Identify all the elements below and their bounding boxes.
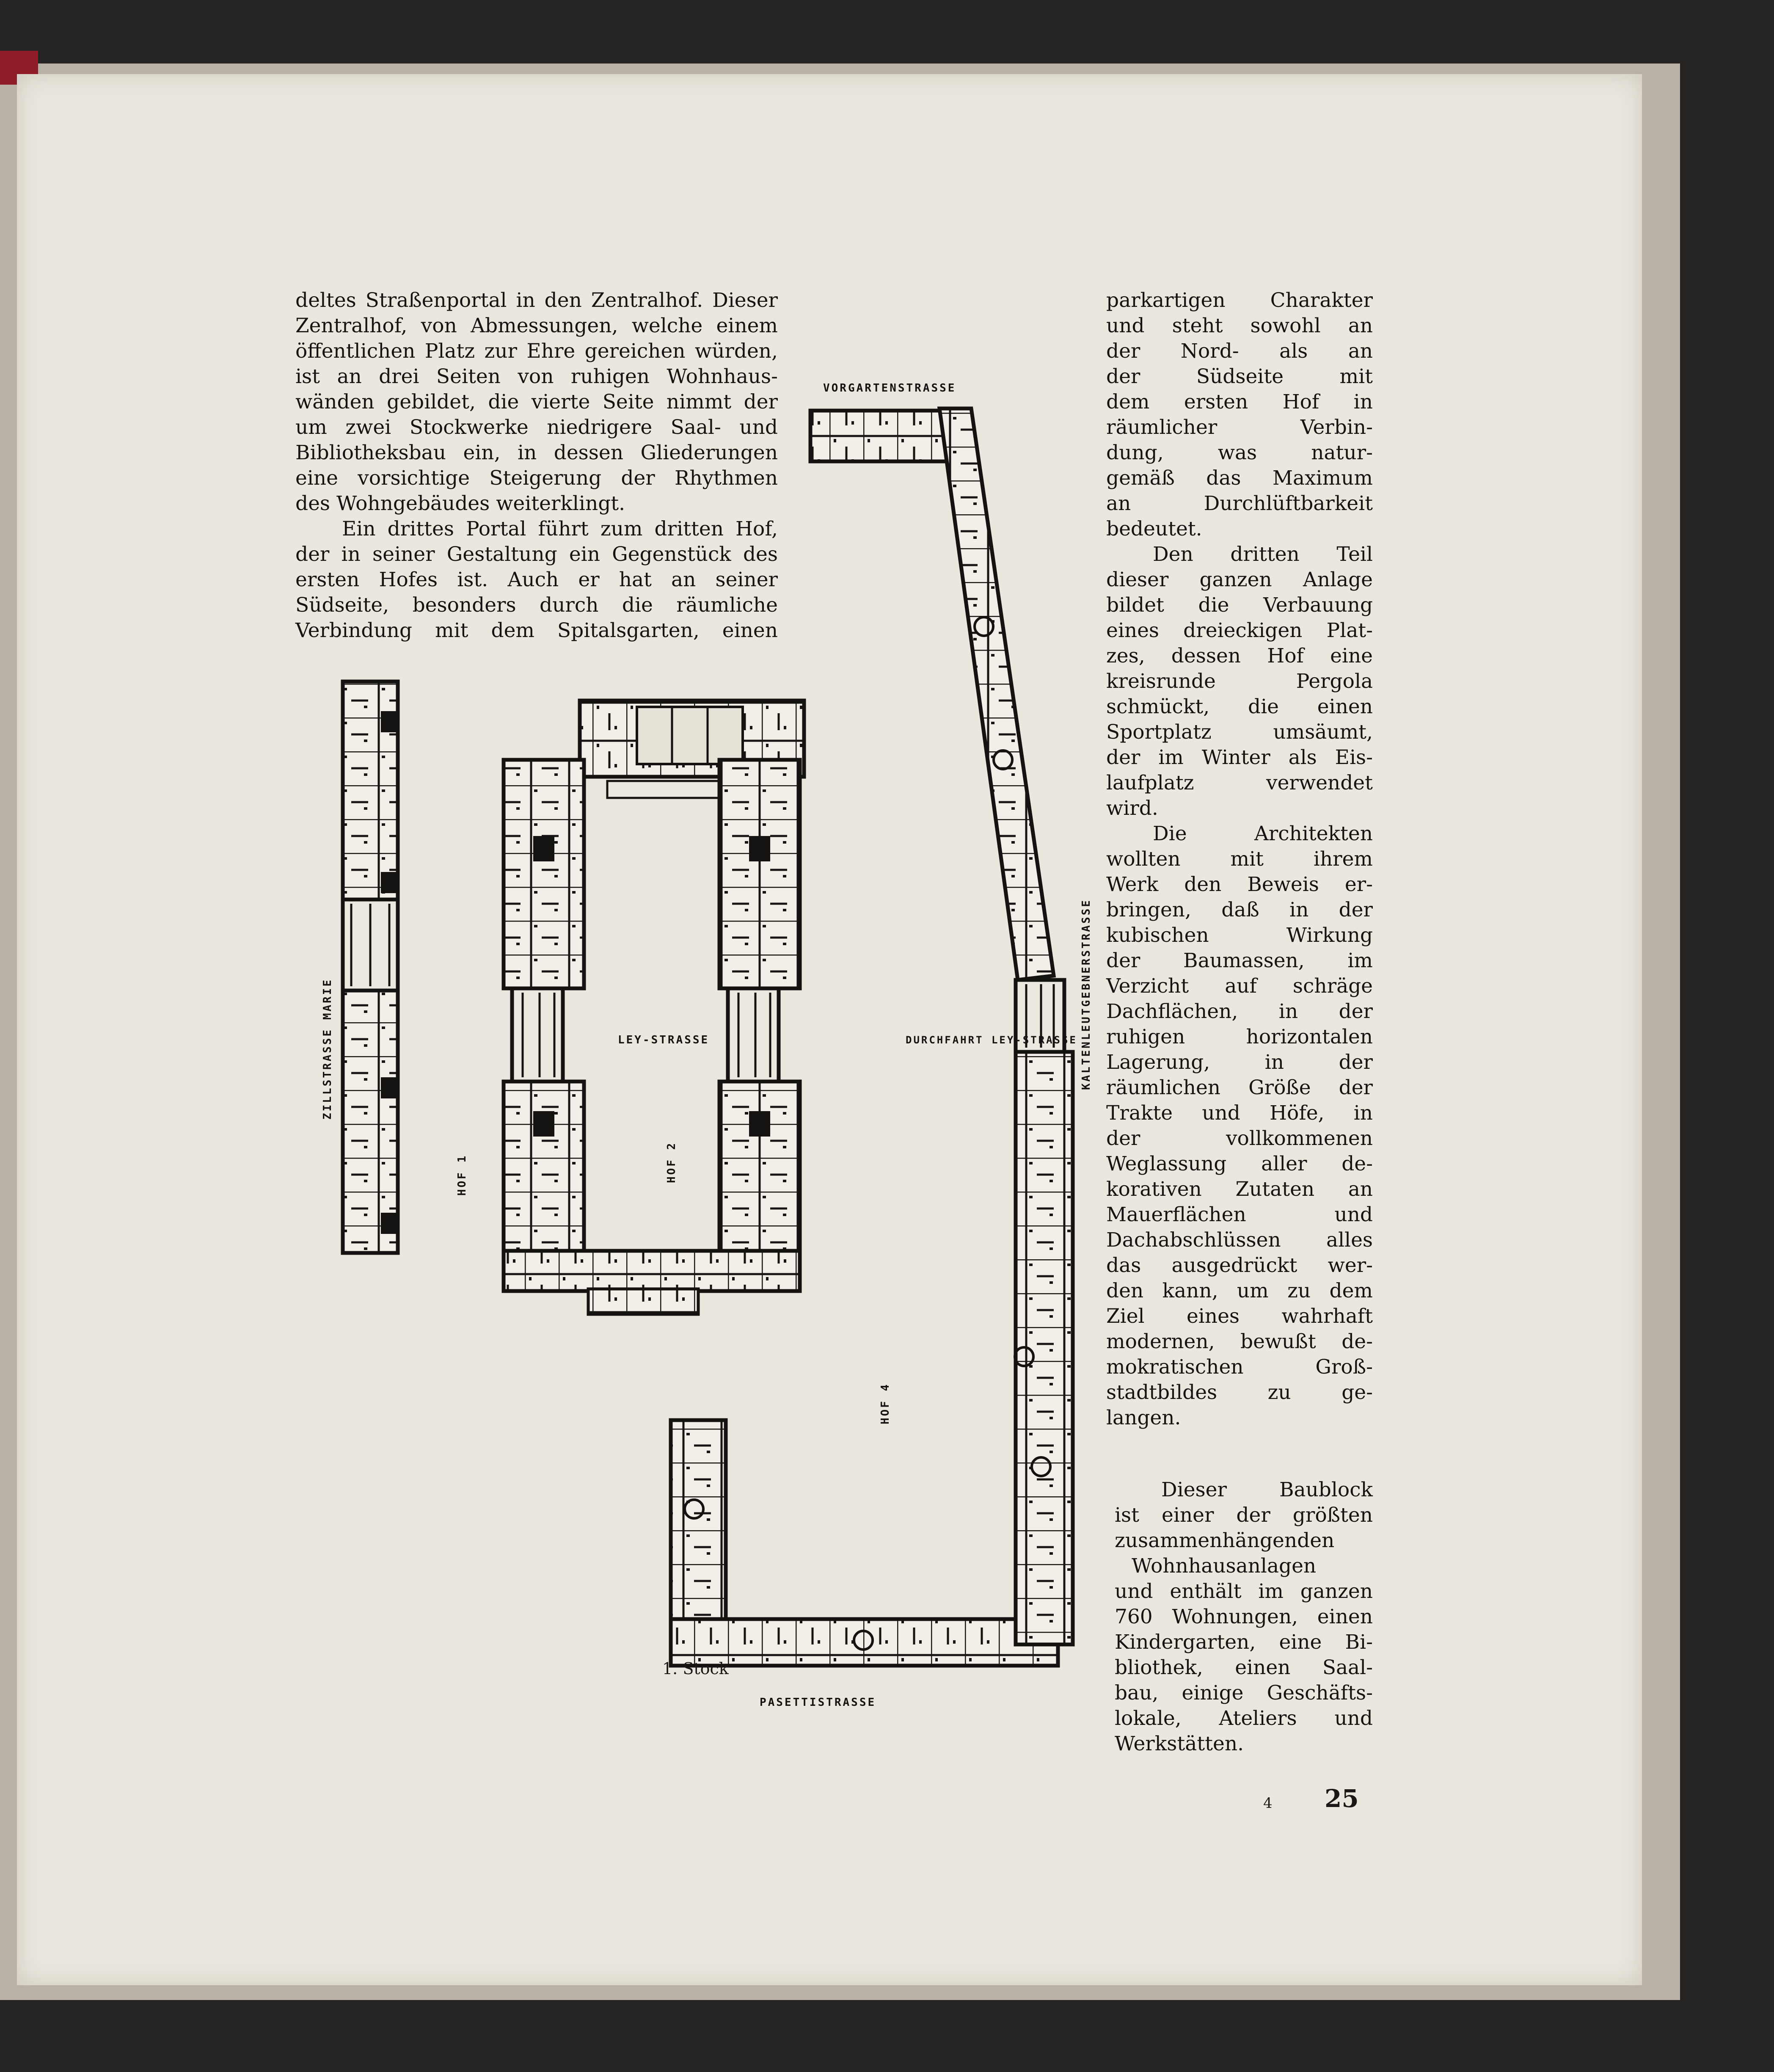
- text-line: lokale, Ateliers und: [1115, 1707, 1373, 1730]
- north-east-wing: [810, 408, 1073, 1644]
- text-line: Dachflächen, in der: [1106, 1000, 1373, 1023]
- text-line: Werk den Beweis er-: [1106, 873, 1373, 896]
- text-line: wänden gebildet, die vierte Seite nimmt der: [295, 390, 778, 414]
- text-line: kubischen Wirkung: [1106, 924, 1373, 947]
- text-line: um zwei Stockwerke niedrigere Saal- und: [295, 416, 778, 439]
- text-line: laufplatz verwendet: [1106, 771, 1373, 795]
- text-line: deltes Straßenportal in den Zentralhof. Dieser: [295, 289, 778, 312]
- text-line: Mauerflächen und: [1106, 1203, 1373, 1226]
- text-line: räumlicher Verbin-: [1106, 416, 1373, 439]
- text-line: wird.: [1106, 797, 1158, 820]
- text-line: korativen Zutaten an: [1106, 1178, 1373, 1201]
- text-line: Wohnhausanlagen: [1132, 1554, 1317, 1578]
- text-line: langen.: [1106, 1406, 1181, 1429]
- street-label-passage: DURCHFAHRT LEY-STRASSE: [906, 1034, 1077, 1046]
- street-label-south: PASETTISTRASSE: [760, 1696, 876, 1709]
- text-line: des Wohngebäudes weiterklingt.: [295, 492, 625, 515]
- book-page: [17, 74, 1642, 1985]
- text-line: dem ersten Hof in: [1106, 390, 1373, 414]
- text-line: stadtbildes zu ge-: [1106, 1381, 1373, 1404]
- figure-caption: 1. Stock: [662, 1659, 729, 1678]
- text-line: Verbindung mit dem Spitalsgarten, einen: [295, 619, 778, 642]
- floor-plan: [17, 74, 1642, 1985]
- text-line: Trakte und Höfe, in: [1106, 1101, 1373, 1125]
- street-label-east: KALTENLEUTGEBNERSTRASSE: [1080, 898, 1093, 1090]
- court-label-2: HOF 2: [665, 1141, 678, 1183]
- text-line: Lagerung, in der: [1106, 1051, 1373, 1074]
- text-line: Den dritten Teil: [1153, 543, 1373, 566]
- text-line: Ziel eines wahrhaft: [1106, 1305, 1373, 1328]
- text-line: Werkstätten.: [1115, 1732, 1244, 1755]
- text-line: dieser ganzen Anlage: [1106, 568, 1373, 591]
- text-line: modernen, bewußt de-: [1106, 1330, 1373, 1353]
- text-line: Ein drittes Portal führt zum dritten Hof,: [342, 517, 778, 541]
- street-label-north: VORGARTENSTRASSE: [823, 382, 956, 395]
- text-line: eines dreieckigen Plat-: [1106, 619, 1373, 642]
- text-line: schmückt, die einen: [1106, 695, 1373, 718]
- signature-mark: 4: [1263, 1795, 1273, 1812]
- text-line: ruhigen horizontalen: [1106, 1025, 1373, 1048]
- text-line: bringen, daß in der: [1106, 898, 1373, 922]
- text-line: Verzicht auf schräge: [1106, 974, 1373, 998]
- text-line: bildet die Verbauung: [1106, 593, 1373, 617]
- text-line: der in seiner Gestaltung ein Gegenstück des: [295, 543, 778, 566]
- west-wing: [343, 681, 398, 1253]
- text-line: der Nord- als an: [1106, 339, 1373, 363]
- text-line: und enthält im ganzen: [1115, 1580, 1373, 1603]
- text-line: der Südseite mit: [1106, 365, 1373, 388]
- text-line: Kindergarten, eine Bi-: [1115, 1631, 1373, 1654]
- text-line: öffentlichen Platz zur Ehre gereichen würden,: [295, 339, 778, 363]
- text-line: mokratischen Groß-: [1106, 1355, 1373, 1379]
- text-line: Zentralhof, von Abmessungen, welche einem: [295, 314, 778, 337]
- text-line: bliothek, einen Saal-: [1115, 1656, 1373, 1679]
- text-line: zusammenhängenden: [1115, 1529, 1335, 1552]
- text-line: bedeutet.: [1106, 517, 1202, 541]
- text-line: ersten Hofes ist. Auch er hat an seiner: [295, 568, 778, 591]
- text-line: räumlichen Größe der: [1106, 1076, 1373, 1099]
- south-wing: [671, 1420, 1058, 1666]
- text-line: Dachabschlüssen alles: [1106, 1228, 1373, 1252]
- text-line: Sportplatz umsäumt,: [1106, 720, 1373, 744]
- street-label-west: ZILLSTRASSE MARIE: [321, 978, 334, 1120]
- text-line: Bibliotheksbau ein, in dessen Gliederungen: [295, 441, 778, 464]
- court-label-4: HOF 4: [879, 1382, 892, 1424]
- text-line: Dieser Baublock: [1161, 1478, 1373, 1501]
- text-line: der Baumassen, im: [1106, 949, 1373, 972]
- text-line: den kann, um zu dem: [1106, 1279, 1373, 1302]
- text-line: das ausgedrückt wer-: [1106, 1254, 1373, 1277]
- text-line: zes, dessen Hof eine: [1106, 644, 1373, 668]
- text-line: wollten mit ihrem: [1106, 847, 1373, 871]
- text-line: an Durchlüftbarkeit: [1106, 492, 1373, 515]
- text-line: parkartigen Charakter: [1106, 289, 1373, 312]
- text-line: gemäß das Maximum: [1106, 466, 1373, 490]
- text-line: Weglassung aller de-: [1106, 1152, 1373, 1175]
- text-line: ist einer der größten: [1115, 1504, 1373, 1527]
- street-label-center: LEY-STRASSE: [618, 1034, 710, 1046]
- text-line: Die Architekten: [1153, 822, 1373, 845]
- central-block: [504, 701, 804, 1314]
- court-label-1: HOF 1: [456, 1154, 468, 1196]
- text-line: eine vorsichtige Steigerung der Rhythmen: [295, 466, 778, 490]
- page-number: 25: [1325, 1784, 1359, 1813]
- text-line: dung, was natur-: [1106, 441, 1373, 464]
- text-line: und steht sowohl an: [1106, 314, 1373, 337]
- text-line: Südseite, besonders durch die räumliche: [295, 593, 778, 617]
- text-line: ist an drei Seiten von ruhigen Wohnhaus-: [295, 365, 778, 388]
- text-line: bau, einige Geschäfts-: [1115, 1681, 1373, 1705]
- text-line: der vollkommenen: [1106, 1127, 1373, 1150]
- text-line: kreisrunde Pergola: [1106, 670, 1373, 693]
- text-line: 760 Wohnungen, einen: [1115, 1605, 1373, 1628]
- text-line: der im Winter als Eis-: [1106, 746, 1373, 769]
